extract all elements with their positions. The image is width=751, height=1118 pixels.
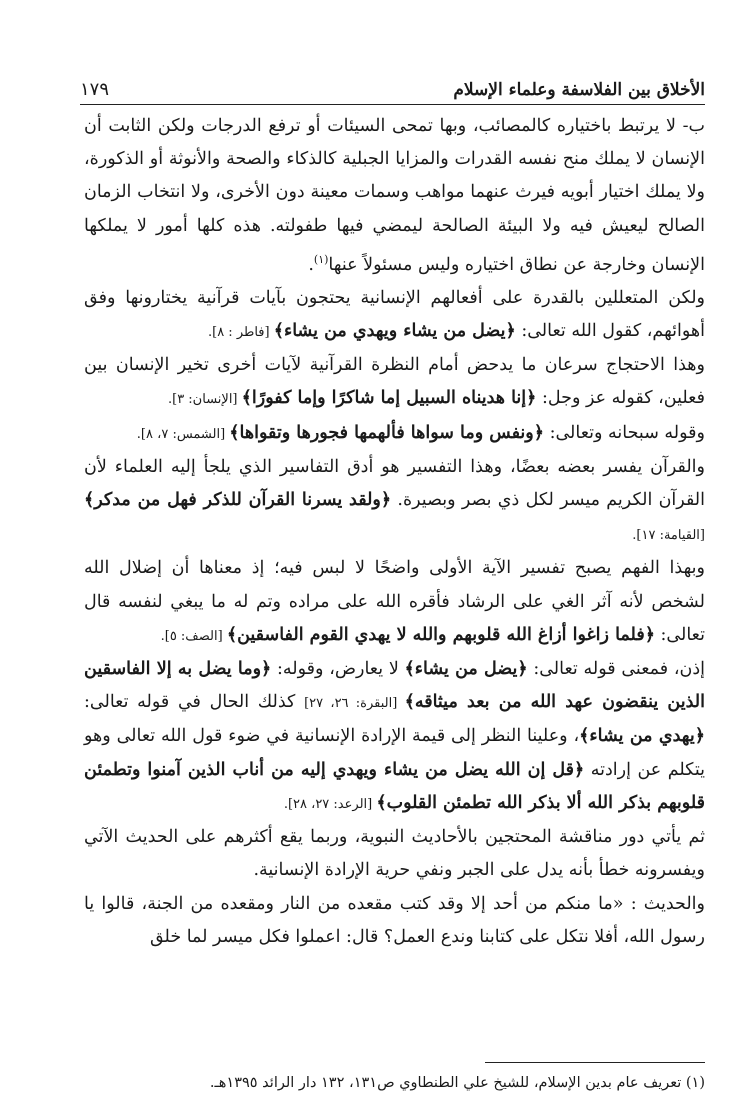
running-header bbox=[80, 70, 705, 100]
quran-verse: ﴿يضل من يشاء ويهدي من يشاء﴾ bbox=[273, 321, 516, 342]
verse-reference: [الشمس: ٧، ٨]. bbox=[136, 426, 230, 442]
quran-verse: ﴿يهدي من يشاء﴾ bbox=[579, 726, 705, 747]
page-number: ١٧٩ bbox=[80, 79, 110, 100]
verse-reference: [الصف: ٥]. bbox=[160, 628, 227, 644]
quran-verse: ﴿يضل من يشاء﴾ bbox=[404, 659, 528, 680]
paragraph-6: وبهذا الفهم يصبح تفسير الآية الأولى واضحًا لا لبس فيه؛ إذ معناها أن إضلال الله لشخص لأنه آثر الغي على الرشاد فأقره الله على مراده وتم له ما يبغي لنفسه قال تعالى: ﴿فلما زاغوا أزاغ الله قلوبهم والله لا يهدي القوم الفاسقين﴾ [الصف: ٥]. bbox=[84, 558, 705, 645]
footnote-marker[interactable]: (١) bbox=[313, 252, 329, 266]
quran-verse: ﴿إنا هديناه السبيل إما شاكرًا وإما كفورًا﴾ bbox=[241, 388, 537, 409]
running-title: الأخلاق بين الفلاسفة وعلماء الإسلام bbox=[453, 80, 705, 100]
paragraph-7: إذن، فمعنى قوله تعالى: ﴿يضل من يشاء﴾ لا يعارض، وقوله: ﴿وما يضل به إلا الفاسقين الذين ينقضون عهد الله من بعد ميثاقه﴾ [البقرة: ٢٦، ٢٧] كذلك الحال في قوله تعالى: ﴿يهدي من يشاء﴾، وعلينا النظر إلى قيمة الإرادة الإنسانية في ضوء قول الله تعالى وهو يتكلم عن إرادته ﴿قل إن الله يضل من يشاء ويهدي إليه من أناب الذين آمنوا وتطمئن قلوبهم بذكر الله ألا بذكر الله تطمئن القلوب﴾ [الرعد: ٢٧، ٢٨]. bbox=[84, 659, 705, 813]
verse-reference: [القيامة: ١٧]. bbox=[632, 528, 705, 544]
paragraph-9: والحديث : «ما منكم من أحد إلا وقد كتب مقعده من النار ومقعده من الجنة، قالوا يا رسول الله، أفلا نتكل على كتابنا وندع العمل؟ قال: اعملوا فكل ميسر لما خلق bbox=[84, 893, 705, 947]
quran-verse: ﴿ونفس وما سواها فألهمها فجورها وتقواها﴾ bbox=[229, 422, 544, 443]
paragraph-2: ولكن المتعللين بالقدرة على أفعالهم الإنسانية يحتجون بآيات قرآنية يختارونها وفق أهوائهم، كقول الله تعالى: ﴿يضل من يشاء ويهدي من يشاء﴾ [فاطر : ٨]. bbox=[84, 287, 705, 342]
paragraph-8: ثم يأتي دور مناقشة المحتجين بالأحاديث النبوية، وربما يقع أكثرهم على الحديث الآتي ويفسرونه خطأ بأنه يدل على الجبر ونفي حرية الإرادة الإنسانية. bbox=[84, 827, 705, 881]
verse-reference: [الإنسان: ٣]. bbox=[167, 392, 242, 408]
paragraph-4: وقوله سبحانه وتعالى: ﴿ونفس وما سواها فألهمها فجورها وتقواها﴾ [الشمس: ٧، ٨]. bbox=[136, 422, 705, 443]
quran-verse: ﴿قل إن الله يضل من يشاء ويهدي إليه من أناب الذين آمنوا وتطمئن قلوبهم بذكر الله ألا بذكر الله تطمئن القلوب﴾ bbox=[84, 759, 705, 813]
quran-verse: ﴿فلما زاغوا أزاغ الله قلوبهم والله لا يهدي القوم الفاسقين﴾ bbox=[226, 624, 655, 645]
quran-verse: ﴿وما يضل به إلا الفاسقين الذين ينقضون عهد الله من بعد ميثاقه﴾ bbox=[84, 659, 705, 713]
verse-reference: [البقرة: ٢٦، ٢٧] bbox=[304, 696, 405, 712]
verse-reference: [فاطر : ٨]. bbox=[207, 325, 274, 341]
footnote: (١) تعريف عام بدين الإسلام، للشيخ علي الطنطاوي ص١٣١، ١٣٢ دار الرائد ١٣٩٥هـ. bbox=[209, 1075, 705, 1091]
paragraph-3: وهذا الاحتجاج سرعان ما يدحض أمام النظرة القرآنية لآيات أخرى تخير الإنسان بين فعلين، كقوله عز وجل: ﴿إنا هديناه السبيل إما شاكرًا وإما كفورًا﴾ [الإنسان: ٣]. bbox=[84, 355, 705, 409]
quran-verse: ﴿ولقد يسرنا القرآن للذكر فهل من مدكر﴾ bbox=[84, 490, 392, 511]
footnote-divider bbox=[485, 1062, 705, 1063]
header-divider bbox=[80, 104, 705, 105]
verse-reference: [الرعد: ٢٧، ٢٨]. bbox=[283, 796, 377, 812]
paragraph-1: ب- لا يرتبط باختياره كالمصائب، وبها تمحى السيئات أو ترفع الدرجات ولكن الثابت أن الإنسان لا يملك منح نفسه القدرات والمزايا الجبلية كالذكاء والصحة والأنوثة أو الذكورة، ولا يملك اختيار أبويه فيرث عنهما مواهب وسمات معينة دون الأخرى، ولا انتخاب الزمان الصالح ليعيش فيه ولا البيئة الصالحة ليمضي فيها طفولته. هذه كلها أمور لا يملكها الإنسان وخارجة عن نطاق اختياره وليس مسئولاً عنها$^{(١)}$. bbox=[84, 116, 705, 275]
page-body bbox=[84, 110, 705, 954]
paragraph-5: والقرآن يفسر بعضه بعضًا، وهذا التفسير هو أدق التفاسير الذي يلجأ إليه العلماء لأن القرآن الكريم ميسر لكل ذي بصر وبصيرة. ﴿ولقد يسرنا القرآن للذكر فهل من مدكر﴾ [القيامة: ١٧]. bbox=[84, 456, 705, 544]
